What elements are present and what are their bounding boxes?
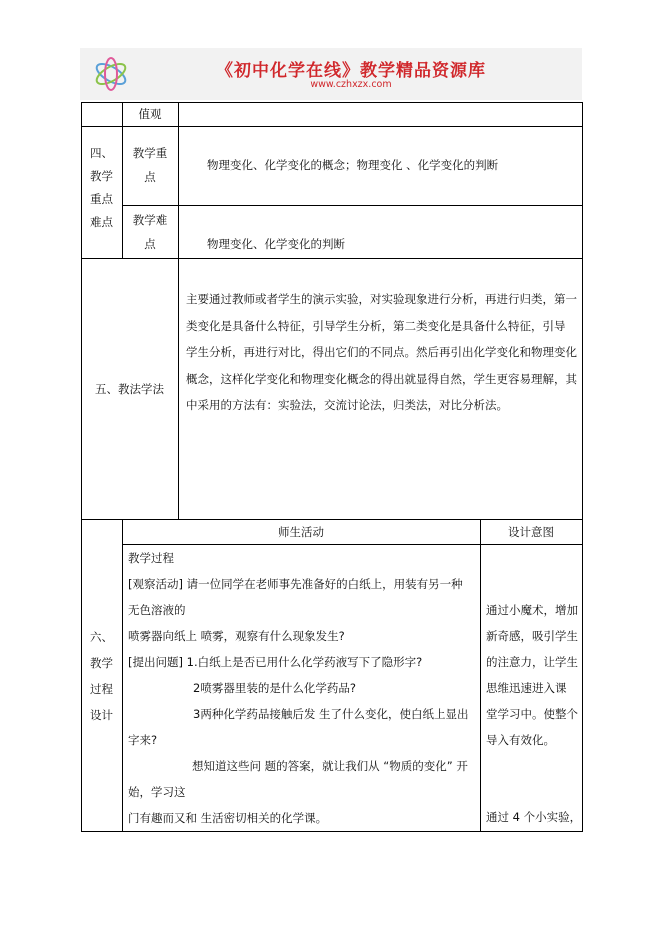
difficulty-label: 教学难 点	[132, 213, 168, 251]
section5-label: 五、教法学法	[95, 382, 164, 396]
header-banner	[80, 48, 582, 100]
column-header-intent: 设计意图	[508, 525, 554, 539]
banner-url: www.czhxzx.com	[310, 79, 392, 90]
section4-label: 四、 教学 重点 难点	[90, 146, 113, 229]
intent-text-last: 通过 4 个小实验，	[486, 810, 582, 824]
key-points-text: 物理变化、化学变化的概念；物理变化 、化学变化的判断	[207, 158, 499, 172]
intent-text: 通过小魔术，增加 新奇感，吸引学生 的注意力，让学生 思维迅速进入课 堂学习中。使整个 导入有效化。	[486, 603, 578, 747]
section6-label: 六、 教学 过程 设计	[90, 630, 113, 722]
column-header-activity: 师生活动	[278, 525, 324, 539]
section5-text: 主要通过教师或者学生的演示实验，对实验现象进行分析，再进行归类，第一 类变化是具备什么特征，引导学生分析，第二类变化是具备什么特征，引导 学生分析，再进行对比，得出它们的不同点。然后再引出化学变化和物理变化 概念，这样化学变化和物理变化概念的得出就显得自然，学生更容易理解，其 中采用的方法有：实验法，交流讨论法，归类法，对比分析法。	[186, 292, 577, 412]
values-label: 值观	[138, 107, 162, 121]
activity-text: 教学过程 [观察活动] 请一位同学在老师事先准备好的白纸上，用装有另一种 无色溶液的 喷雾器向纸上 喷雾，观察有什么现象发生? [提出问题] 1.白纸上是否已用什么化学药液写下了隐形字? 2喷雾器里装的是什么化学药品? 3两种化学药品接触后发 生了什么变化，使白纸上显出 字来? 想知道这些问 题的答案，就让我们从 “物质的变化” 开 始，学习这 门有趣而又和 生活密切相关的化学课。	[128, 551, 469, 825]
banner-title: 《初中化学在线》教学精品资源库	[216, 61, 486, 81]
key-points-label: 教学重 点	[132, 146, 168, 184]
difficulty-text: 物理变化、化学变化的判断	[207, 237, 345, 251]
